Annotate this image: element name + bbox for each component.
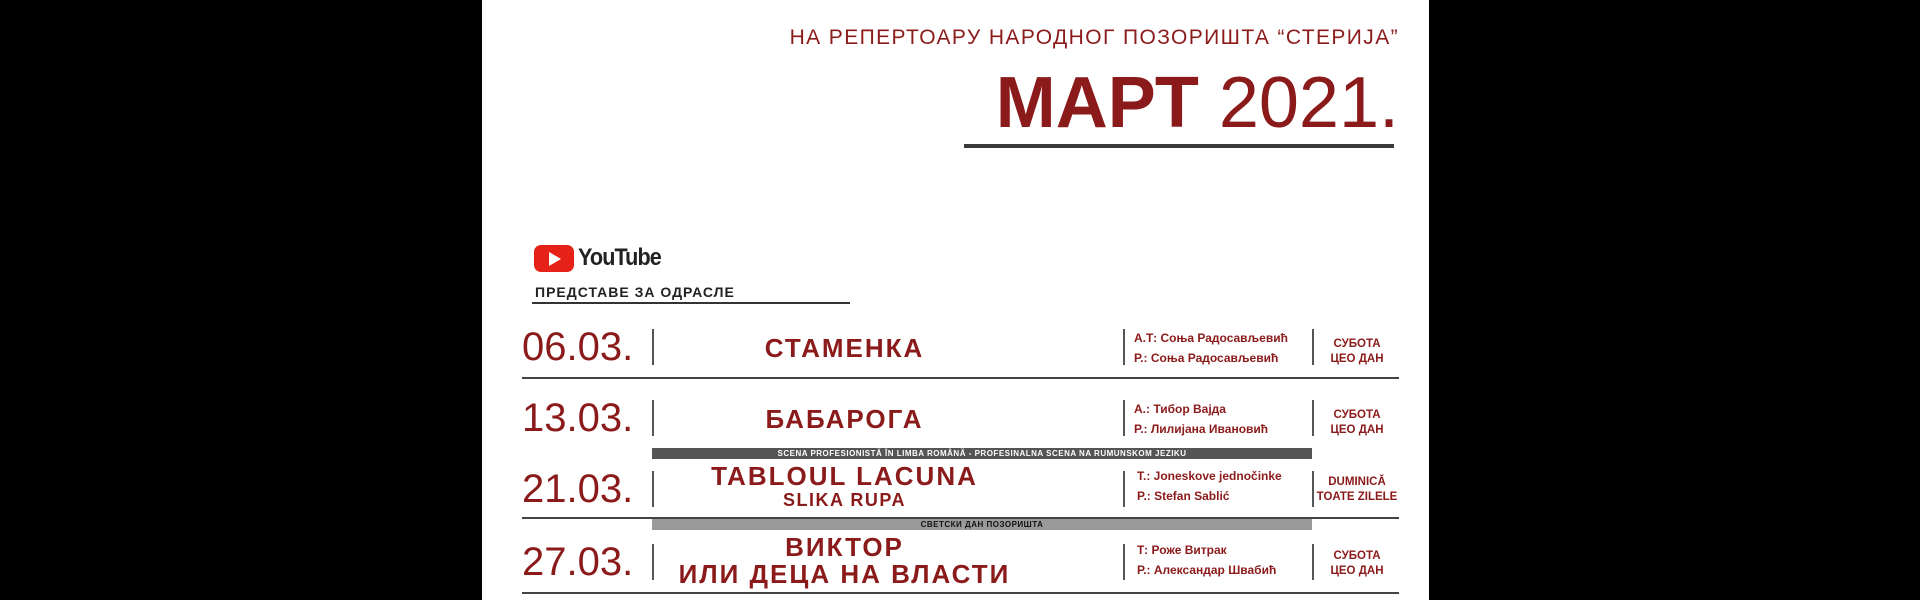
poster-subtitle: НА РЕПЕРТОАРУ НАРОДНОГ ПОЗОРИШТА “СТЕРИЈА” (789, 26, 1399, 49)
event-time: ЦЕО ДАН (1330, 353, 1384, 365)
youtube-play-icon (534, 245, 574, 272)
event-title: TABLOUL LACUNA (711, 461, 978, 491)
repertoire-poster (482, 0, 1429, 600)
event-title: ВИКТОР (785, 532, 904, 562)
event-date: 13.03. (522, 396, 634, 440)
event-day (1312, 337, 1402, 367)
event-date: 27.03. (522, 540, 634, 584)
column-divider (1123, 471, 1125, 507)
event-credits (1137, 466, 1282, 506)
credit-director: Р.: Соња Радосављевић (1134, 351, 1279, 365)
event-date: 21.03. (522, 467, 634, 511)
heading-month: МАРТ (995, 63, 1199, 143)
credit-author: А.: Тибор Вајда (1134, 402, 1226, 416)
credit-text: Т: Роже Витрак (1137, 543, 1227, 557)
event-time: ЦЕО ДАН (1330, 565, 1384, 577)
event-credits (1137, 540, 1276, 580)
credit-director: Р.: Александар Швабић (1137, 563, 1277, 577)
event-row (482, 461, 1429, 521)
event-weekday: DUMINICĂ (1328, 476, 1386, 488)
poster-heading (996, 64, 1399, 142)
language-band: SCENA PROFESIONISTĂ ÎN LIMBA ROMÂNĂ - PROFESINALNA SCENA NA RUMUNSKOM JEZIKU (652, 448, 1312, 459)
heading-underline (964, 144, 1394, 148)
youtube-logo[interactable] (534, 244, 670, 272)
event-weekday: СУБОТА (1333, 338, 1381, 350)
event-weekday: СУБОТА (1333, 409, 1381, 421)
event-weekday: СУБОТА (1333, 550, 1381, 562)
credit-text: T.: Joneskove jednočinke (1137, 469, 1282, 483)
row-divider (522, 377, 1399, 379)
event-day (1312, 475, 1402, 505)
event-credits (1134, 328, 1288, 368)
event-row (482, 532, 1429, 596)
occasion-band: СВЕТСКИ ДАН ПОЗОРИШТА (652, 519, 1312, 530)
column-divider (1123, 544, 1125, 580)
event-row (482, 396, 1429, 453)
event-row (482, 325, 1429, 382)
youtube-wordmark: YouTube (578, 244, 661, 271)
event-title: СТАМЕНКА (764, 333, 925, 363)
event-date: 06.03. (522, 325, 634, 369)
row-divider (522, 592, 1399, 594)
column-divider (1123, 400, 1125, 436)
event-credits (1134, 399, 1268, 439)
event-title-continued: ИЛИ ДЕЦА НА ВЛАСТИ (678, 559, 1011, 589)
event-day (1312, 408, 1402, 438)
credit-author: А.Т: Соња Радосављевић (1134, 331, 1288, 345)
heading-year: 2021. (1218, 63, 1399, 143)
column-divider (1123, 329, 1125, 365)
section-underline (532, 302, 850, 304)
event-time: ЦЕО ДАН (1330, 424, 1384, 436)
credit-director: P.: Stefan Sablić (1137, 489, 1230, 503)
section-label: ПРЕДСТАВЕ ЗА ОДРАСЛЕ (535, 284, 735, 300)
event-time: TOATE ZILELE (1316, 491, 1398, 503)
event-title: БАБАРОГА (765, 404, 924, 434)
event-title-translation: SLIKA RUPA (783, 490, 906, 510)
credit-director: Р.: Лилијана Ивановић (1134, 422, 1269, 436)
event-day (1312, 549, 1402, 579)
